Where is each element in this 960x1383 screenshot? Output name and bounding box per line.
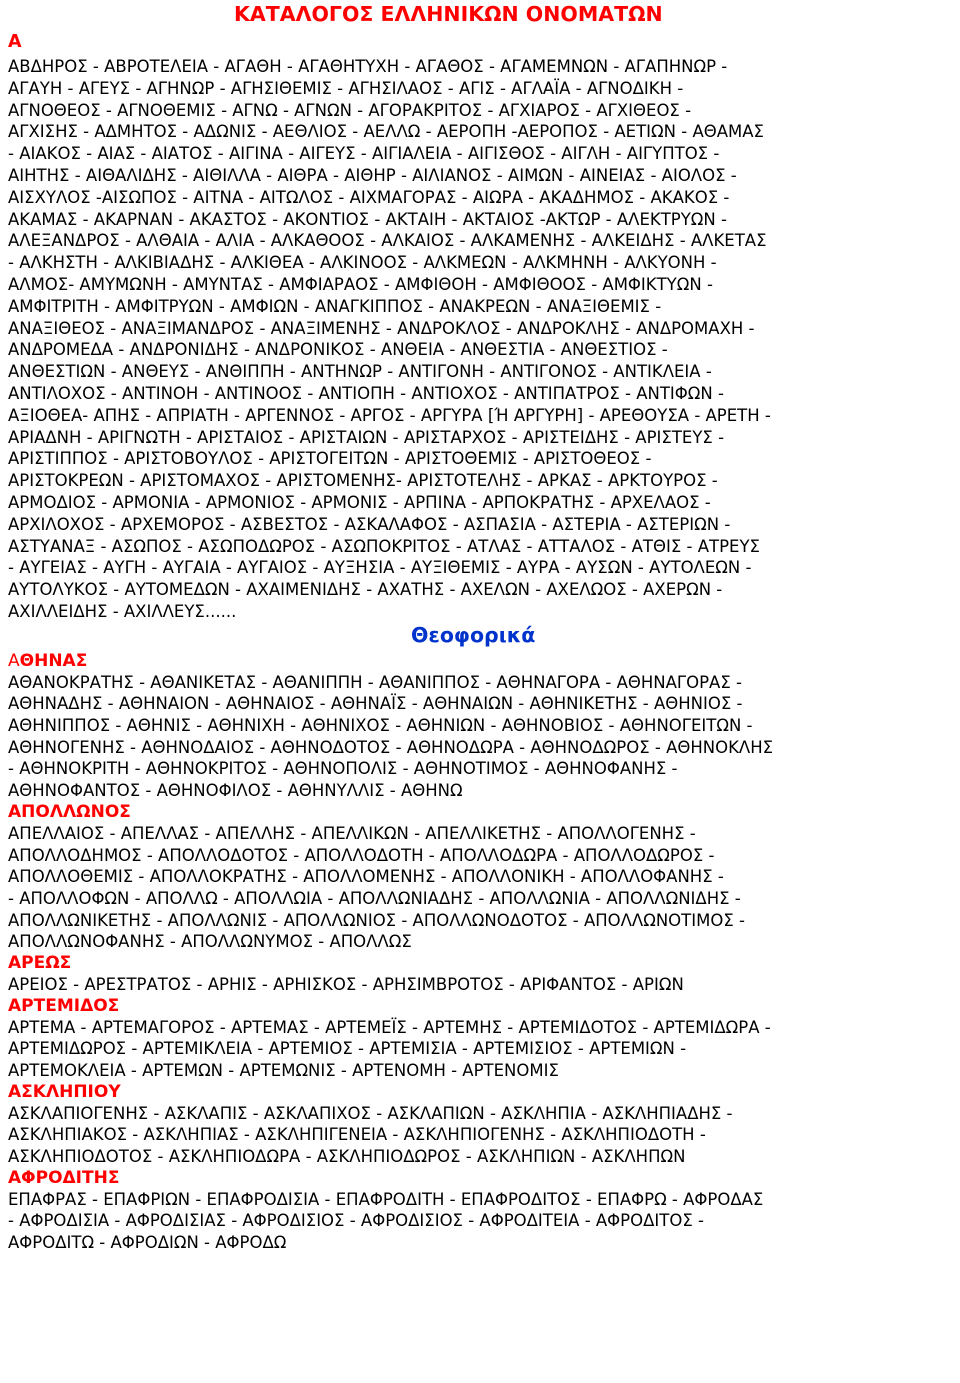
name-list-line: ΑΡΤΕΜΟΚΛΕΙΑ - ΑΡΤΕΜΩΝ - ΑΡΤΕΜΩΝΙΣ - ΑΡΤΕΝΟΜΗ - ΑΡΤΕΝΟΜΙΣ (8, 1061, 559, 1081)
theophoric-subtitle: Θεοφορικά (411, 622, 536, 647)
alpha-heading: Α (8, 32, 22, 52)
section-5 (8, 1168, 956, 1254)
name-list-line: ΑΝΑΞΙΘΕΟΣ - ΑΝΑΞΙΜΑΝΔΡΟΣ - ΑΝΑΞΙΜΕΝΗΣ - ΑΝΔΡΟΚΛΟΣ - ΑΝΔΡΟΚΛΗΣ - ΑΝΔΡΟΜΑΧΗ - (8, 318, 755, 338)
name-list-line: - ΑΘΗΝΟΚΡΙΤΗ - ΑΘΗΝΟΚΡΙΤΟΣ - ΑΘΗΝΟΠΟΛΙΣ - ΑΘΗΝΟΤΙΜΟΣ - ΑΘΗΝΟΦΑΝΗΣ - (8, 759, 678, 779)
name-list-line: ΑΘΗΝΙΠΠΟΣ - ΑΘΗΝΙΣ - ΑΘΗΝΙΧΗ - ΑΘΗΝΙΧΟΣ - ΑΘΗΝΙΩΝ - ΑΘΗΝΟΒΙΟΣ - ΑΘΗΝΟΓΕΙΤΩΝ - (8, 716, 753, 736)
theophoric-sections (8, 651, 956, 1254)
section-heading (8, 953, 956, 974)
name-list-line: ΑΡΕΙΟΣ - ΑΡΕΣΤΡΑΤΟΣ - ΑΡΗΙΣ - ΑΡΗΙΣΚΟΣ - ΑΡΗΣΙΜΒΡΟΤΟΣ - ΑΡΙΦΑΝΤΟΣ - ΑΡΙΩΝ (8, 974, 684, 994)
name-list-line: ΑΡΙΑΔΝΗ - ΑΡΙΓΝΩΤΗ - ΑΡΙΣΤΑΙΟΣ - ΑΡΙΣΤΑΙΩΝ - ΑΡΙΣΤΑΡΧΟΣ - ΑΡΙΣΤΕΙΔΗΣ - ΑΡΙΣΤΕΥΣ - (8, 427, 725, 447)
name-list-line: ΑΝΤΙΛΟΧΟΣ - ΑΝΤΙΝΟΗ - ΑΝΤΙΝΟΟΣ - ΑΝΤΙΟΠΗ - ΑΝΤΙΟΧΟΣ - ΑΝΤΙΠΑΤΡΟΣ - ΑΝΤΙΦΩΝ - (8, 383, 724, 403)
name-list-line: ΕΠΑΦΡΑΣ - ΕΠΑΦΡΙΩΝ - ΕΠΑΦΡΟΔΙΣΙΑ - ΕΠΑΦΡΟΔΙΤΗ - ΕΠΑΦΡΟΔΙΤΟΣ - ΕΠΑΦΡΩ - ΑΦΡΟΔΑΣ (8, 1189, 764, 1209)
page-title: ΚΑΤΑΛΟΓΟΣ ΕΛΛΗΝΙΚΩΝ ΟΝΟΜΑΤΩΝ (234, 2, 663, 26)
name-list-line: ΑΠΟΛΛΟΘΕΜΙΣ - ΑΠΟΛΛΟΚΡΑΤΗΣ - ΑΠΟΛΛΟΜΕΝΗΣ - ΑΠΟΛΛΟΝΙΚΗ - ΑΠΟΛΛΟΦΑΝΗΣ - (8, 867, 724, 887)
name-list-line: ΑΝΘΕΣΤΙΩΝ - ΑΝΘΕΥΣ - ΑΝΘΙΠΠΗ - ΑΝΤΗΝΩΡ - ΑΝΤΙΓΟΝΗ - ΑΝΤΙΓΟΝΟΣ - ΑΝΤΙΚΛΕΙΑ - (8, 362, 712, 382)
section-heading (8, 1082, 956, 1103)
name-list-line: - ΑΛΚΗΣΤΗ - ΑΛΚΙΒΙΑΔΗΣ - ΑΛΚΙΘΕΑ - ΑΛΚΙΝΟΟΣ - ΑΛΚΜΕΩΝ - ΑΛΚΜΗΝΗ - ΑΛΚΥΟΝΗ - (8, 253, 717, 273)
name-list-line: ΑΘΗΝΟΓΕΝΗΣ - ΑΘΗΝΟΔΑΙΟΣ - ΑΘΗΝΟΔΟΤΟΣ - ΑΘΗΝΟΔΩΡΑ - ΑΘΗΝΟΔΩΡΟΣ - ΑΘΗΝΟΚΛΗΣ (8, 737, 774, 757)
name-list-line: ΑΠΟΛΛΩΝΙΚΕΤΗΣ - ΑΠΟΛΛΩΝΙΣ - ΑΠΟΛΛΩΝΙΟΣ - ΑΠΟΛΛΩΝΟΔΟΤΟΣ - ΑΠΟΛΛΩΝΟΤΙΜΟΣ - (8, 910, 745, 930)
section-heading-text: ΑΡΤΕΜΙΔΟΣ (8, 995, 120, 1016)
name-list-line: ΑΥΤΟΛΥΚΟΣ - ΑΥΤΟΜΕΔΩΝ - ΑΧΑΙΜΕΝΙΔΗΣ - ΑΧΑΤΗΣ - ΑΧΕΛΩΝ - ΑΧΕΛΩΟΣ - ΑΧΕΡΩΝ - (8, 580, 723, 600)
document-page (8, 0, 956, 1254)
name-list-line: ΑΘΑΝΟΚΡΑΤΗΣ - ΑΘΑΝΙΚΕΤΑΣ - ΑΘΑΝΙΠΠΗ - ΑΘΑΝΙΠΠΟΣ - ΑΘΗΝΑΓΟΡΑ - ΑΘΗΝΑΓΟΡΑΣ - (8, 672, 742, 692)
name-list-line: ΑΣΤΥΑΝΑΞ - ΑΣΩΠΟΣ - ΑΣΩΠΟΔΩΡΟΣ - ΑΣΩΠΟΚΡΙΤΟΣ - ΑΤΛΑΣ - ΑΤΤΑΛΟΣ - ΑΤΘΙΣ - ΑΤΡΕΥΣ (8, 536, 760, 556)
name-list-line: ΑΡΙΣΤΟΚΡΕΩΝ - ΑΡΙΣΤΟΜΑΧΟΣ - ΑΡΙΣΤΟΜΕΝΗΣ- ΑΡΙΣΤΟΤΕΛΗΣ - ΑΡΚΑΣ - ΑΡΚΤΟΥΡΟΣ - (8, 471, 718, 491)
name-list-line: ΑΓΝΟΘΕΟΣ - ΑΓΝΟΘΕΜΙΣ - ΑΓΝΩ - ΑΓΝΩΝ - ΑΓΟΡΑΚΡΙΤΟΣ - ΑΓΧΙΑΡΟΣ - ΑΓΧΙΘΕΟΣ - (8, 100, 692, 120)
section-2 (8, 953, 956, 996)
name-list-line: ΑΓΧΙΣΗΣ - ΑΔΜΗΤΟΣ - ΑΔΩΝΙΣ - ΑΕΘΛΙΟΣ - ΑΕΛΛΩ - ΑΕΡΟΠΗ -ΑΕΡΟΠΟΣ - ΑΕΤΙΩΝ - ΑΘΑΜΑΣ (8, 122, 764, 142)
section-heading-text: ΘΗΝΑΣ (19, 650, 88, 671)
name-list-line: ΑΡΤΕΜΑ - ΑΡΤΕΜΑΓΟΡΟΣ - ΑΡΤΕΜΑΣ - ΑΡΤΕΜΕΪΣ - ΑΡΤΕΜΗΣ - ΑΡΤΕΜΙΔΟΤΟΣ - ΑΡΤΕΜΙΔΩΡΑ - (8, 1017, 771, 1037)
name-list-line: ΑΒΔΗΡΟΣ - ΑΒΡΟΤΕΛΕΙΑ - ΑΓΑΘΗ - ΑΓΑΘΗΤΥΧΗ - ΑΓΑΘΟΣ - ΑΓΑΜΕΜΝΩΝ - ΑΓΑΠΗΝΩΡ - (8, 57, 728, 76)
name-list-line: ΑΙΣΧΥΛΟΣ -ΑΙΣΩΠΟΣ - ΑΙΤΝΑ - ΑΙΤΩΛΟΣ - ΑΙΧΜΑΓΟΡΑΣ - ΑΙΩΡΑ - ΑΚΑΔΗΜΟΣ - ΑΚΑΚΟΣ - (8, 187, 730, 207)
section-4 (8, 1082, 956, 1168)
name-list-line: ΑΞΙΟΘΕΑ- ΑΠΗΣ - ΑΠΡΙΑΤΗ - ΑΡΓΕΝΝΟΣ - ΑΡΓΟΣ - ΑΡΓΥΡΑ [Ή ΑΡΓΥΡΗ] - ΑΡΕΘΟΥΣΑ - ΑΡΕΤΗ - (8, 405, 771, 425)
section-heading (8, 1168, 956, 1189)
name-list-line: ΑΝΔΡΟΜΕΔΑ - ΑΝΔΡΟΝΙΔΗΣ - ΑΝΔΡΟΝΙΚΟΣ - ΑΝΘΕΙΑ - ΑΝΘΕΣΤΙΑ - ΑΝΘΕΣΤΙΟΣ - (8, 340, 668, 360)
name-list-line: - ΑΠΟΛΛΟΦΩΝ - ΑΠΟΛΛΩ - ΑΠΟΛΛΩΙΑ - ΑΠΟΛΛΩΝΙΑΔΗΣ - ΑΠΟΛΛΩΝΙΑ - ΑΠΟΛΛΩΝΙΔΗΣ - (8, 888, 741, 908)
section-heading-text: ΑΡΕΩΣ (8, 952, 72, 973)
section-heading (8, 651, 956, 672)
name-list-line: ΑΦΡΟΔΙΤΩ - ΑΦΡΟΔΙΩΝ - ΑΦΡΟΔΩ (8, 1233, 287, 1253)
name-list-line: ΑΛΜΟΣ- ΑΜΥΜΩΝΗ - ΑΜΥΝΤΑΣ - ΑΜΦΙΑΡΑΟΣ - ΑΜΦΙΘΟΗ - ΑΜΦΙΘΟΟΣ - ΑΜΦΙΚΤΥΩΝ - (8, 274, 713, 294)
section-heading (8, 802, 956, 823)
name-list-line: ΑΡΜΟΔΙΟΣ - ΑΡΜΟΝΙΑ - ΑΡΜΟΝΙΟΣ - ΑΡΜΟΝΙΣ - ΑΡΠΙΝΑ - ΑΡΠΟΚΡΑΤΗΣ - ΑΡΧΕΛΑΟΣ - (8, 492, 711, 512)
section-heading-text: ΑΣΚΛΗΠΙΟΥ (8, 1081, 121, 1102)
name-list-line: ΑΘΗΝΑΔΗΣ - ΑΘΗΝΑΙΟΝ - ΑΘΗΝΑΙΟΣ - ΑΘΗΝΑΪΣ - ΑΘΗΝΑΙΩΝ - ΑΘΗΝΙΚΕΤΗΣ - ΑΘΗΝΙΟΣ - (8, 694, 743, 714)
name-list-line: ΑΓΑΥΗ - ΑΓΕΥΣ - ΑΓΗΝΩΡ - ΑΓΗΣΙΘΕΜΙΣ - ΑΓΗΣΙΛΑΟΣ - ΑΓΙΣ - ΑΓΛΑΪΑ - ΑΓΝΟΔΙΚΗ - (8, 78, 684, 98)
name-list-line: ΑΘΗΝΟΦΑΝΤΟΣ - ΑΘΗΝΟΦΙΛΟΣ - ΑΘΗΝΥΛΛΙΣ - ΑΘΗΝΩ (8, 781, 463, 801)
section-1 (8, 802, 956, 953)
name-list-line: - ΑΦΡΟΔΙΣΙΑ - ΑΦΡΟΔΙΣΙΑΣ - ΑΦΡΟΔΙΣΙΟΣ - ΑΦΡΟΔΙΣΙΟΣ - ΑΦΡΟΔΙΤΕΙΑ - ΑΦΡΟΔΙΤΟΣ - (8, 1211, 704, 1231)
section-heading-text: ΑΠΟΛΛΩΝΟΣ (8, 801, 131, 822)
name-list-line: ΑΡΙΣΤΙΠΠΟΣ - ΑΡΙΣΤΟΒΟΥΛΟΣ - ΑΡΙΣΤΟΓΕΙΤΩΝ - ΑΡΙΣΤΟΘΕΜΙΣ - ΑΡΙΣΤΟΘΕΟΣ - (8, 449, 652, 469)
name-list-line: ΑΧΙΛΛΕΙΔΗΣ - ΑΧΙΛΛΕΥΣ...... (8, 601, 237, 621)
name-list-line: ΑΠΕΛΛΑΙΟΣ - ΑΠΕΛΛΑΣ - ΑΠΕΛΛΗΣ - ΑΠΕΛΛΙΚΩΝ - ΑΠΕΛΛΙΚΕΤΗΣ - ΑΠΟΛΛΟΓΕΝΗΣ - (8, 823, 696, 843)
section-heading-text: ΑΦΡΟΔΙΤΗΣ (8, 1167, 120, 1188)
section-3 (8, 996, 956, 1082)
alpha-name-list (8, 56, 956, 623)
name-list-line: ΑΣΚΛΗΠΙΑΚΟΣ - ΑΣΚΛΗΠΙΑΣ - ΑΣΚΛΗΠΙΓΕΝΕΙΑ - ΑΣΚΛΗΠΙΟΓΕΝΗΣ - ΑΣΚΛΗΠΙΟΔΟΤΗ - (8, 1125, 706, 1145)
section-0 (8, 651, 956, 802)
name-list-line: ΑΡΤΕΜΙΔΩΡΟΣ - ΑΡΤΕΜΙΚΛΕΙΑ - ΑΡΤΕΜΙΟΣ - ΑΡΤΕΜΙΣΙΑ - ΑΡΤΕΜΙΣΙΟΣ - ΑΡΤΕΜΙΩΝ - (8, 1039, 687, 1059)
name-list-line: ΑΛΕΞΑΝΔΡΟΣ - ΑΛΘΑΙΑ - ΑΛΙΑ - ΑΛΚΑΘΟΟΣ - ΑΛΚΑΙΟΣ - ΑΛΚΑΜΕΝΗΣ - ΑΛΚΕΙΔΗΣ - ΑΛΚΕΤΑΣ (8, 231, 767, 251)
name-list-line: ΑΚΑΜΑΣ - ΑΚΑΡΝΑΝ - ΑΚΑΣΤΟΣ - ΑΚΟΝΤΙΟΣ - ΑΚΤΑΙΗ - ΑΚΤΑΙΟΣ -ΑΚΤΩΡ - ΑΛΕΚΤΡΥΩΝ - (8, 209, 727, 229)
name-list-line: ΑΡΧΙΛΟΧΟΣ - ΑΡΧΕΜΟΡΟΣ - ΑΣΒΕΣΤΟΣ - ΑΣΚΑΛΑΦΟΣ - ΑΣΠΑΣΙΑ - ΑΣΤΕΡΙΑ - ΑΣΤΕΡΙΩΝ - (8, 514, 731, 534)
section-heading-initial: Α (8, 650, 20, 671)
name-list-line: ΑΠΟΛΛΟΔΗΜΟΣ - ΑΠΟΛΛΟΔΟΤΟΣ - ΑΠΟΛΛΟΔΟΤΗ - ΑΠΟΛΛΟΔΩΡΑ - ΑΠΟΛΛΟΔΩΡΟΣ - (8, 845, 715, 865)
section-heading (8, 996, 956, 1017)
name-list-line: ΑΠΟΛΛΩΝΟΦΑΝΗΣ - ΑΠΟΛΛΩΝΥΜΟΣ - ΑΠΟΛΛΩΣ (8, 932, 412, 952)
name-list-line: - ΑΙΑΚΟΣ - ΑΙΑΣ - ΑΙΑΤΟΣ - ΑΙΓΙΝΑ - ΑΙΓΕΥΣ - ΑΙΓΙΑΛΕΙΑ - ΑΙΓΙΣΘΟΣ - ΑΙΓΛΗ - ΑΙΓΥΠΤΟΣ - (8, 144, 720, 164)
name-list-line: - ΑΥΓΕΙΑΣ - ΑΥΓΗ - ΑΥΓΑΙΑ - ΑΥΓΑΙΟΣ - ΑΥΞΗΣΙΑ - ΑΥΞΙΘΕΜΙΣ - ΑΥΡΑ - ΑΥΣΩΝ - ΑΥΤΟΛΕΩΝ - (8, 558, 752, 578)
name-list-line: ΑΣΚΛΗΠΙΟΔΟΤΟΣ - ΑΣΚΛΗΠΙΟΔΩΡΑ - ΑΣΚΛΗΠΙΟΔΩΡΟΣ - ΑΣΚΛΗΠΙΩΝ - ΑΣΚΛΗΠΩΝ (8, 1147, 686, 1167)
name-list-line: ΑΜΦΙΤΡΙΤΗ - ΑΜΦΙΤΡΥΩΝ - ΑΜΦΙΩΝ - ΑΝΑΓΚΙΠΠΟΣ - ΑΝΑΚΡΕΩΝ - ΑΝΑΞΙΘΕΜΙΣ - (8, 296, 662, 316)
name-list-line: ΑΣΚΛΑΠΙΟΓΕΝΗΣ - ΑΣΚΛΑΠΙΣ - ΑΣΚΛΑΠΙΧΟΣ - ΑΣΚΛΑΠΙΩΝ - ΑΣΚΛΗΠΙΑ - ΑΣΚΛΗΠΙΑΔΗΣ - (8, 1103, 733, 1123)
name-list-line: ΑΙΗΤΗΣ - ΑΙΘΑΛΙΔΗΣ - ΑΙΘΙΛΛΑ - ΑΙΘΡΑ - ΑΙΘΗΡ - ΑΙΛΙΑΝΟΣ - ΑΙΜΩΝ - ΑΙΝΕΙΑΣ - ΑΙΟΛΟΣ - (8, 165, 737, 185)
